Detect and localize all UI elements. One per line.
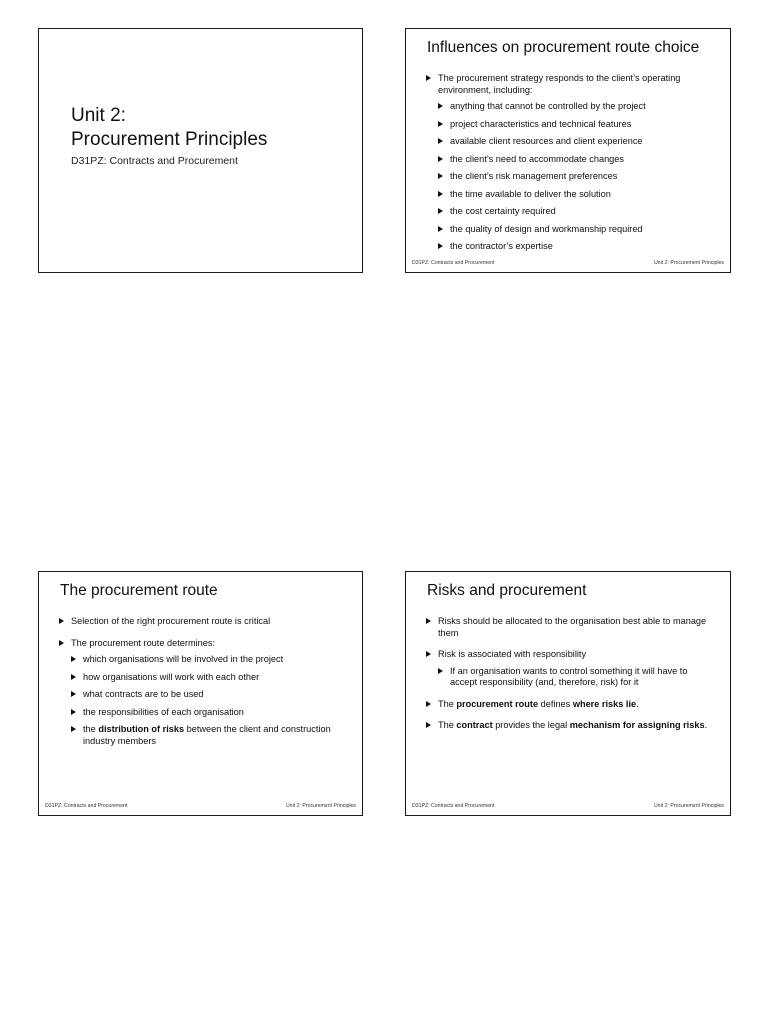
footer-course: D31PZ: Contracts and Procurement bbox=[45, 803, 128, 809]
bullet-triangle-icon bbox=[426, 722, 431, 728]
list-item bbox=[438, 189, 716, 201]
bullet-emphasis: distribution of risks bbox=[98, 724, 185, 734]
footer-course: D31PZ: Contracts and Procurement bbox=[412, 260, 495, 266]
bullet-triangle-icon bbox=[438, 243, 443, 249]
bullet-text: how organisations will work with each other bbox=[83, 671, 260, 682]
bullet-text: the cost certainty required bbox=[450, 206, 556, 216]
unit-subtitle: D31PZ: Contracts and Procurement bbox=[71, 155, 238, 167]
bullet-emphasis: mechanism for assigning risks bbox=[569, 720, 705, 730]
bullet-text: The procurement route determines: bbox=[71, 637, 216, 648]
slide-influences bbox=[405, 28, 731, 273]
bullet-text: anything that cannot be controlled by the project bbox=[450, 101, 646, 111]
bullet-triangle-icon bbox=[426, 701, 431, 707]
list-item bbox=[438, 206, 716, 218]
bullet-list bbox=[59, 616, 348, 757]
slide-heading: Risks and procurement bbox=[427, 582, 587, 599]
sub-list bbox=[438, 666, 716, 689]
bullet-triangle-icon bbox=[438, 191, 443, 197]
slide-risks bbox=[405, 571, 731, 816]
bullet-triangle-icon bbox=[438, 103, 443, 109]
list-item bbox=[438, 119, 716, 131]
list-item bbox=[71, 689, 348, 701]
bullet-text: The bbox=[438, 698, 457, 709]
bullet-text: the contractor’s expertise bbox=[450, 241, 553, 251]
footer-unit: Unit 2: Procurement Principles bbox=[285, 803, 356, 809]
bullet-text: If an organisation wants to control something it will have to accept responsibility (and, therefore, risk) for it bbox=[450, 665, 688, 687]
list-item bbox=[71, 707, 348, 719]
bullet-text: the client’s risk management preferences bbox=[450, 171, 618, 181]
list-item bbox=[59, 638, 348, 748]
bullet-triangle-icon bbox=[71, 656, 76, 662]
list-item bbox=[71, 672, 348, 684]
slide-heading: The procurement route bbox=[60, 582, 218, 599]
bullet-triangle-icon bbox=[438, 156, 443, 162]
bullet-triangle-icon bbox=[426, 618, 431, 624]
list-item bbox=[59, 616, 348, 628]
bullet-text: provides the legal bbox=[492, 720, 570, 730]
list-item bbox=[71, 654, 348, 666]
list-item bbox=[438, 136, 716, 148]
bullet-triangle-icon bbox=[426, 651, 431, 657]
bullet-text: Risk is associated with responsibility bbox=[438, 649, 587, 659]
bullet-emphasis: where risks lie bbox=[572, 698, 637, 709]
bullet-text: which organisations will be involved in the project bbox=[83, 654, 284, 664]
bullet-text: the quality of design and workmanship required bbox=[450, 223, 643, 234]
bullet-triangle-icon bbox=[71, 691, 76, 697]
sub-list bbox=[438, 101, 716, 253]
list-item bbox=[438, 171, 716, 183]
list-item bbox=[426, 649, 716, 689]
sub-list bbox=[71, 654, 348, 747]
list-item bbox=[426, 699, 716, 711]
bullet-triangle-icon bbox=[438, 226, 443, 232]
list-item bbox=[438, 101, 716, 113]
bullet-triangle-icon bbox=[71, 674, 76, 680]
list-item bbox=[438, 241, 716, 253]
list-item bbox=[438, 154, 716, 166]
bullet-list bbox=[426, 616, 716, 742]
footer-unit: Unit 2: Procurement Principles bbox=[653, 803, 724, 809]
bullet-triangle-icon bbox=[438, 138, 443, 144]
unit-title-line2: Procurement Principles bbox=[71, 129, 268, 150]
list-item bbox=[426, 73, 716, 253]
bullet-text: Selection of the right procurement route is critical bbox=[71, 616, 271, 626]
bullet-text: the time available to deliver the solution bbox=[450, 188, 611, 199]
bullet-text: . bbox=[704, 720, 708, 730]
bullet-emphasis: procurement route bbox=[456, 698, 539, 709]
list-item bbox=[438, 224, 716, 236]
footer-course: D31PZ: Contracts and Procurement bbox=[412, 803, 495, 809]
slide-procurement-route bbox=[38, 571, 363, 816]
bullet-triangle-icon bbox=[426, 75, 431, 81]
list-item bbox=[426, 720, 716, 732]
bullet-text: . bbox=[636, 698, 639, 709]
bullet-text: the bbox=[83, 724, 99, 734]
list-item bbox=[71, 724, 348, 747]
bullet-text: defines bbox=[538, 698, 573, 709]
bullet-text: The procurement strategy responds to the client’s operating environment, including: bbox=[438, 73, 681, 95]
bullet-text: project characteristics and technical features bbox=[450, 118, 632, 129]
unit-title bbox=[71, 104, 267, 152]
bullet-text: the responsibilities of each organisation bbox=[83, 706, 244, 717]
unit-title-line1: Unit 2: bbox=[71, 105, 126, 126]
bullet-triangle-icon bbox=[59, 640, 64, 646]
bullet-text: The bbox=[438, 720, 457, 730]
bullet-text: Risks should be allocated to the organisation best able to manage them bbox=[438, 616, 707, 638]
list-item bbox=[426, 616, 716, 639]
slide-title-card bbox=[38, 28, 363, 273]
list-item bbox=[438, 666, 716, 689]
bullet-triangle-icon bbox=[438, 173, 443, 179]
bullet-triangle-icon bbox=[71, 726, 76, 732]
bullet-text: available client resources and client experience bbox=[450, 136, 643, 146]
bullet-triangle-icon bbox=[438, 121, 443, 127]
bullet-text: what contracts are to be used bbox=[83, 689, 204, 699]
footer-unit: Unit 2: Procurement Principles bbox=[653, 260, 724, 266]
bullet-triangle-icon bbox=[438, 208, 443, 214]
bullet-triangle-icon bbox=[438, 668, 443, 674]
slide-heading: Influences on procurement route choice bbox=[427, 39, 700, 56]
bullet-triangle-icon bbox=[59, 618, 64, 624]
bullet-list bbox=[426, 73, 716, 263]
bullet-emphasis: contract bbox=[456, 720, 493, 730]
bullet-text: the client’s need to accommodate changes bbox=[450, 153, 624, 164]
bullet-text: between the client and construction industry members bbox=[83, 724, 331, 746]
bullet-triangle-icon bbox=[71, 709, 76, 715]
